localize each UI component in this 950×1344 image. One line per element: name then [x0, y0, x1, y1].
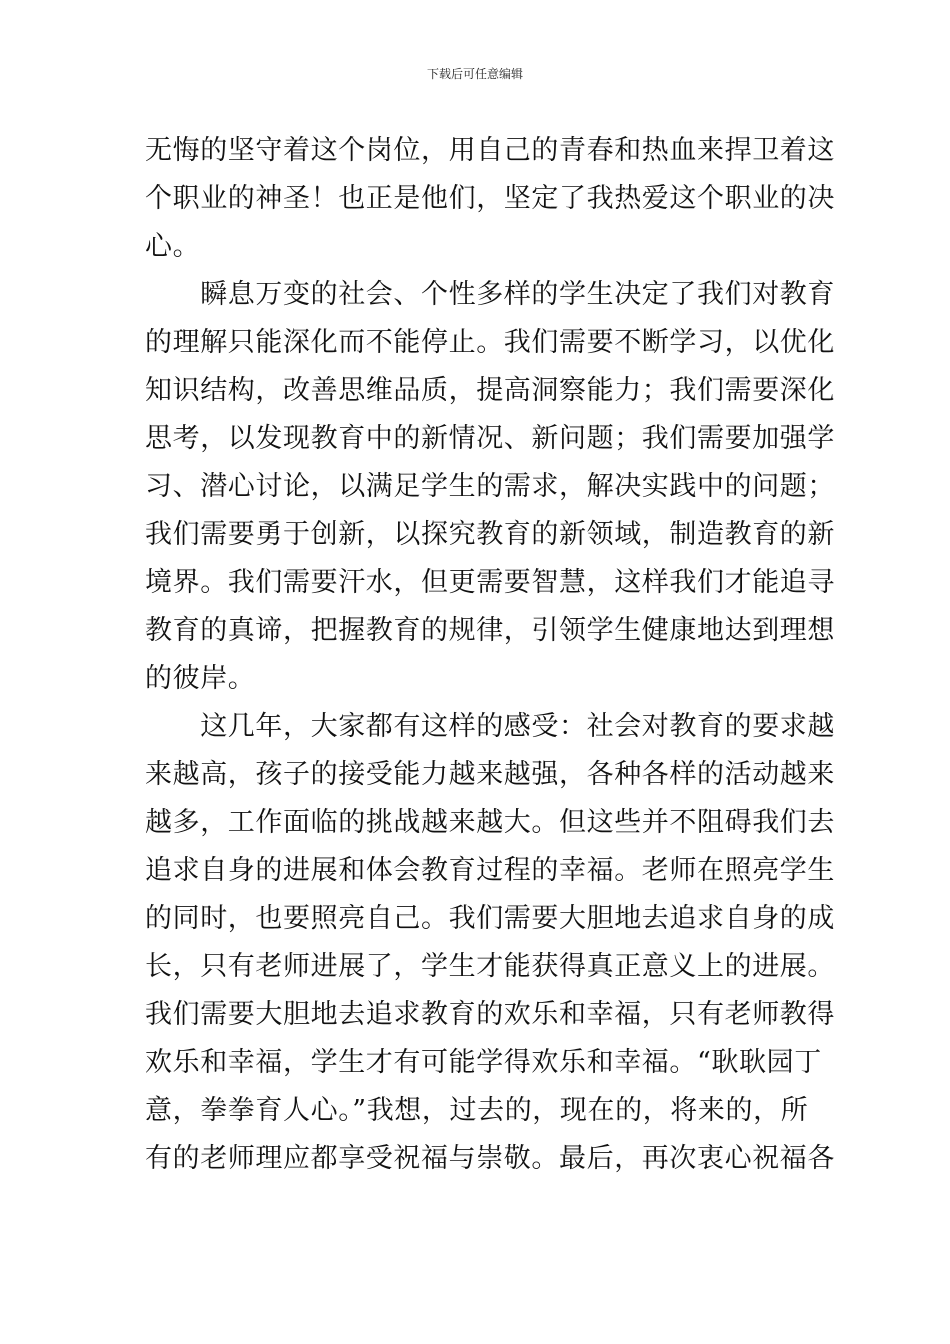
text-line: 的同时，也要照亮自己。我们需要大胆地去追求自身的成 — [145, 903, 835, 934]
text-line: 的理解只能深化而不能停止。我们需要不断学习，以优化 — [145, 327, 835, 358]
text-line: 有的老师理应都享受祝福与崇敬。最后，再次衷心祝福各 — [145, 1143, 835, 1174]
text-line: 习、潜心讨论，以满足学生的需求，解决实践中的问题； — [145, 471, 835, 502]
text-line: 这几年，大家都有这样的感受：社会对教育的要求越 — [145, 711, 835, 742]
text-line: 追求自身的进展和体会教育过程的幸福。老师在照亮学生 — [145, 855, 835, 886]
text-line: 知识结构，改善思维品质，提高洞察能力；我们需要深化 — [145, 375, 835, 406]
text-line: 瞬息万变的社会、个性多样的学生决定了我们对教育 — [145, 279, 835, 310]
text-line: 无悔的坚守着这个岗位，用自己的青春和热血来捍卫着这 — [145, 135, 835, 166]
text-line: 欢乐和幸福，学生才有可能学得欢乐和幸福。“耿耿园丁 — [145, 1047, 822, 1078]
page-header: 下载后可任意编辑 — [426, 67, 523, 81]
text-line: 我们需要勇于创新，以探究教育的新领域，制造教育的新 — [145, 519, 835, 550]
text-line: 心。 — [145, 231, 201, 262]
text-line: 的彼岸。 — [145, 663, 256, 694]
text-line: 长，只有老师进展了，学生才能获得真正意义上的进展。 — [145, 951, 835, 982]
text-line: 来越高，孩子的接受能力越来越强，各种各样的活动越来 — [145, 759, 835, 790]
text-line: 我们需要大胆地去追求教育的欢乐和幸福，只有老师教得 — [145, 999, 835, 1030]
text-line: 越多，工作面临的挑战越来越大。但这些并不阻碍我们去 — [145, 807, 835, 838]
text-line: 意，拳拳育人心。”我想，过去的，现在的，将来的，所 — [145, 1095, 809, 1126]
text-line: 教育的真谛，把握教育的规律，引领学生健康地达到理想 — [145, 615, 835, 646]
text-line: 思考，以发现教育中的新情况、新问题；我们需要加强学 — [145, 423, 835, 454]
text-line: 境界。我们需要汗水，但更需要智慧，这样我们才能追寻 — [145, 567, 835, 598]
text-line: 个职业的神圣！也正是他们，坚定了我热爱这个职业的决 — [145, 183, 835, 214]
